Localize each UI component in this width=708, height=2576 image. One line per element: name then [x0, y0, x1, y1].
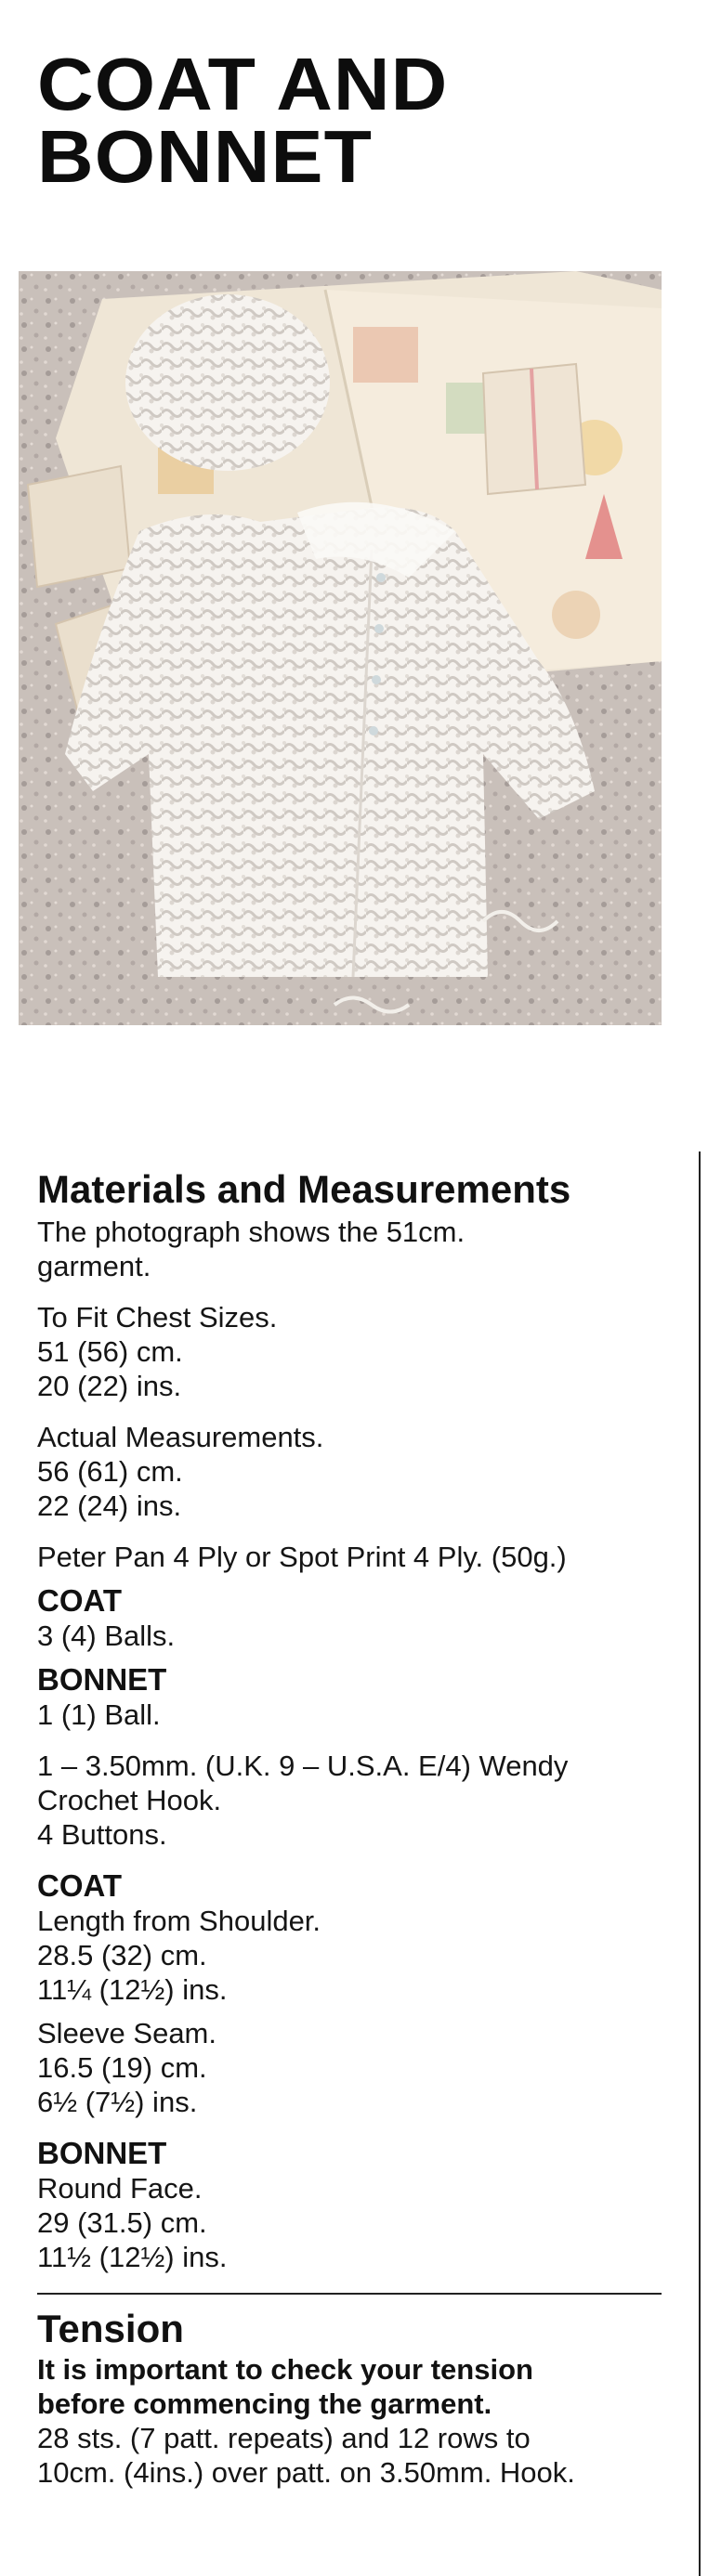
- chest-label: To Fit Chest Sizes.: [37, 1301, 278, 1334]
- actual-measurements-block: [37, 1420, 660, 1523]
- tension-text-line-2: 10cm. (4ins.) over patt. on 3.50mm. Hook.: [37, 2456, 575, 2489]
- sleeve-cm: 16.5 (19) cm.: [37, 2051, 207, 2084]
- bonnet-yarn-heading: BONNET: [37, 1662, 167, 1697]
- sleeve-block: [37, 2016, 660, 2119]
- yarn-line: Peter Pan 4 Ply or Spot Print 4 Ply. (50g.): [37, 1541, 567, 1573]
- coat-yarn-heading: COAT: [37, 1583, 123, 1618]
- chest-sizes-block: [37, 1300, 660, 1403]
- bonnet-yarn-value: 1 (1) Ball.: [37, 1698, 161, 1731]
- bonnet-size-block: [37, 2136, 660, 2274]
- yarn-block: [37, 1540, 660, 1574]
- materials-heading: Materials and Measurements: [37, 1167, 571, 1211]
- coat-yarn-value: 3 (4) Balls.: [37, 1620, 176, 1652]
- intro-line-1: The photograph shows the 51cm.: [37, 1216, 465, 1248]
- column-rule: [699, 1151, 701, 2576]
- bonnet-size-heading: BONNET: [37, 2136, 167, 2170]
- tension-warning-line-1: It is important to check your tension: [37, 2353, 533, 2386]
- actual-label: Actual Measurements.: [37, 1421, 324, 1453]
- coat-size-heading: COAT: [37, 1868, 123, 1903]
- intro-line-2: garment.: [37, 1250, 151, 1282]
- page-title: [37, 43, 583, 198]
- length-label: Length from Shoulder.: [37, 1905, 321, 1937]
- chest-cm: 51 (56) cm.: [37, 1335, 183, 1368]
- actual-cm: 56 (61) cm.: [37, 1455, 183, 1488]
- tension-warning-line-2: before commencing the garment.: [37, 2387, 492, 2420]
- hook-block: [37, 1749, 660, 1852]
- tension-heading: Tension: [37, 2307, 184, 2350]
- photo-illustration: [19, 271, 662, 1025]
- face-ins: 11½ (12½) ins.: [37, 2241, 228, 2273]
- intro-block: [37, 1215, 660, 1283]
- bonnet-yarn-block: [37, 1662, 660, 1732]
- pattern-details: [37, 1166, 660, 2490]
- knitted-coat-and-bonnet-photo: [19, 271, 662, 1025]
- length-ins: 11¼ (12½) ins.: [37, 1973, 228, 2006]
- tension-text-line-1: 28 sts. (7 patt. repeats) and 12 rows to: [37, 2422, 531, 2454]
- face-label: Round Face.: [37, 2172, 203, 2205]
- coat-yarn-block: [37, 1583, 660, 1653]
- face-cm: 29 (31.5) cm.: [37, 2206, 207, 2239]
- chest-ins: 20 (22) ins.: [37, 1370, 182, 1402]
- title-line-1: COAT AND: [37, 43, 449, 125]
- sleeve-label: Sleeve Seam.: [37, 2017, 216, 2049]
- hook-line-2: Crochet Hook.: [37, 1784, 222, 1816]
- sleeve-ins: 6½ (7½) ins.: [37, 2086, 198, 2118]
- bonnet-shape: [125, 294, 330, 471]
- length-cm: 28.5 (32) cm.: [37, 1939, 207, 1971]
- actual-ins: 22 (24) ins.: [37, 1490, 182, 1522]
- hook-line-1: 1 – 3.50mm. (U.K. 9 – U.S.A. E/4) Wendy: [37, 1750, 569, 1782]
- buttons-line: 4 Buttons.: [37, 1818, 167, 1851]
- title-line-2: BONNET: [37, 115, 373, 198]
- coat-size-block: [37, 1868, 660, 2007]
- section-divider: [37, 2293, 662, 2295]
